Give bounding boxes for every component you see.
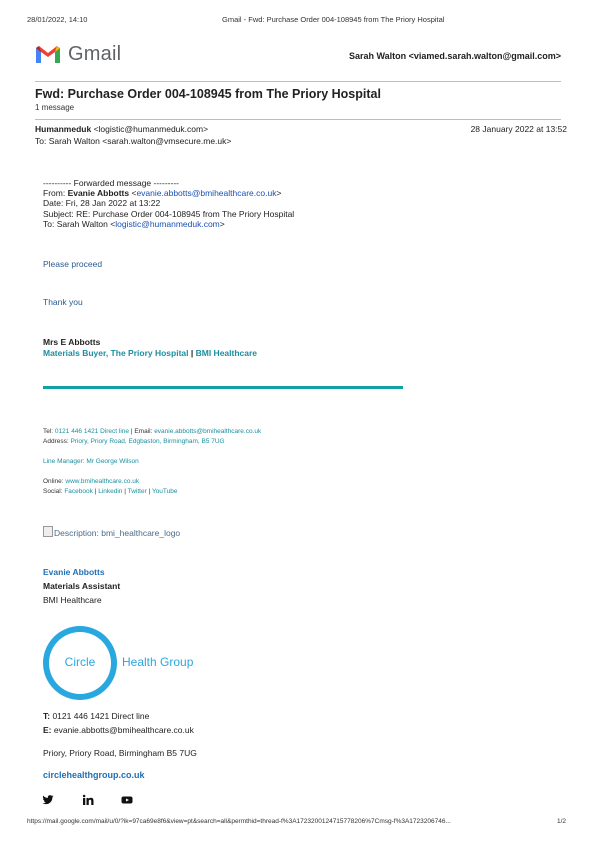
twitter-icon[interactable] bbox=[42, 794, 54, 806]
sender-email: <logistic@humanmeduk.com> bbox=[91, 124, 209, 134]
circle-health-logo-icon bbox=[43, 626, 117, 700]
message-to: To: Sarah Walton <sarah.walton@vmsecure.me.uk> bbox=[35, 136, 232, 146]
gmail-logo-icon bbox=[35, 44, 61, 64]
sender-name: Humanmeduk bbox=[35, 124, 92, 134]
forward-marker: ---------- Forwarded message --------- bbox=[43, 178, 179, 188]
signature-tel-email: Tel: 0121 446 1421 Direct line | Email: evanie.abbotts@bmihealthcare.co.uk bbox=[43, 428, 262, 435]
signature2-org: BMI Healthcare bbox=[43, 595, 102, 605]
social-linkedin-link[interactable]: Linkedin bbox=[98, 488, 123, 495]
youtube-icon[interactable] bbox=[121, 794, 133, 806]
broken-image-icon bbox=[43, 526, 53, 537]
signature2-address: Priory, Priory Road, Birmingham B5 7UG bbox=[43, 748, 197, 758]
signature-name: Mrs E Abbotts bbox=[43, 337, 101, 347]
signature2-role: Materials Assistant bbox=[43, 581, 121, 591]
divider bbox=[35, 81, 561, 82]
divider bbox=[35, 119, 561, 120]
account-email: Sarah Walton <viamed.sarah.walton@gmail.com> bbox=[348, 51, 561, 61]
signature-email-link[interactable]: evanie.abbotts@bmihealthcare.co.uk bbox=[154, 428, 262, 435]
signature-title: Materials Buyer, The Priory Hospital | BMI Healthcare bbox=[43, 348, 258, 358]
forward-to: To: Sarah Walton <logistic@humanmeduk.com> bbox=[43, 219, 225, 229]
signature-address: Address: Priory, Priory Road, Edgbaston, Birmingham, B5 7UG bbox=[43, 438, 225, 445]
print-title: Gmail - Fwd: Purchase Order 004-108945 from The Priory Hospital bbox=[222, 15, 445, 24]
signature2-tel: T: 0121 446 1421 Direct line bbox=[43, 711, 150, 721]
social-youtube-link[interactable]: YouTube bbox=[151, 488, 178, 495]
signature2-name: Evanie Abbotts bbox=[43, 567, 105, 577]
print-footer-url: https://mail.google.com/mail/u/0/?ik=97ca69e8f6&view=pt&search=all&permthid=thread-f%3A1723200124715778206%7Cmsg-f%3A1723206746... bbox=[27, 818, 451, 825]
signature2-email: E: evanie.abbotts@bmihealthcare.co.uk bbox=[43, 725, 194, 735]
print-datetime: 28/01/2022, 14:10 bbox=[27, 15, 88, 24]
forward-from: From: Evanie Abbotts <evanie.abbotts@bmihealthcare.co.uk> bbox=[43, 188, 282, 198]
message-sender bbox=[35, 124, 208, 134]
signature-tel-link[interactable]: 0121 446 1421 Direct line bbox=[54, 428, 130, 435]
signature-manager-link[interactable]: Mr George Wilson bbox=[86, 458, 139, 465]
print-page-number: 1/2 bbox=[557, 818, 567, 825]
gmail-brand: Gmail bbox=[68, 43, 122, 65]
signature-social: Social: Facebook | Linkedin | Twitter | YouTube bbox=[43, 488, 178, 495]
body-line-proceed: Please proceed bbox=[43, 259, 103, 269]
forward-date: Date: Fri, 28 Jan 2022 at 13:22 bbox=[43, 198, 161, 208]
signature-website-link[interactable]: www.bmihealthcare.co.uk bbox=[65, 478, 140, 485]
signature-divider-bar bbox=[43, 386, 403, 389]
signature-address-link[interactable]: Priory, Priory Road, Edgbaston, Birmingham, B5 7UG bbox=[70, 438, 225, 445]
forward-from-name: Evanie Abbotts bbox=[67, 188, 130, 198]
signature-manager: Line Manager: Mr George Wilson bbox=[43, 458, 139, 465]
broken-image-alt: Description: bmi_healthcare_logo bbox=[43, 526, 180, 538]
forward-subject: Subject: RE: Purchase Order 004-108945 from The Priory Hospital bbox=[43, 209, 295, 219]
thread-subject: Fwd: Purchase Order 004-108945 from The Priory Hospital bbox=[35, 87, 381, 101]
linkedin-icon[interactable] bbox=[82, 794, 94, 806]
logo-health-group-word: Health Group bbox=[122, 655, 194, 669]
logo-circle-word: Circle bbox=[64, 655, 96, 669]
message-date: 28 January 2022 at 13:52 bbox=[470, 124, 567, 134]
forward-from-email-link[interactable]: evanie.abbotts@bmihealthcare.co.uk bbox=[136, 188, 277, 198]
message-count: 1 message bbox=[35, 103, 75, 112]
forward-to-email-link[interactable]: logistic@humanmeduk.com bbox=[115, 219, 220, 229]
social-facebook-link[interactable]: Facebook bbox=[64, 488, 93, 495]
signature-online: Online: www.bmihealthcare.co.uk bbox=[43, 478, 140, 485]
social-twitter-link[interactable]: Twitter bbox=[127, 488, 147, 495]
body-line-thanks: Thank you bbox=[43, 297, 83, 307]
circle-website-link[interactable]: circlehealthgroup.co.uk bbox=[43, 770, 145, 780]
